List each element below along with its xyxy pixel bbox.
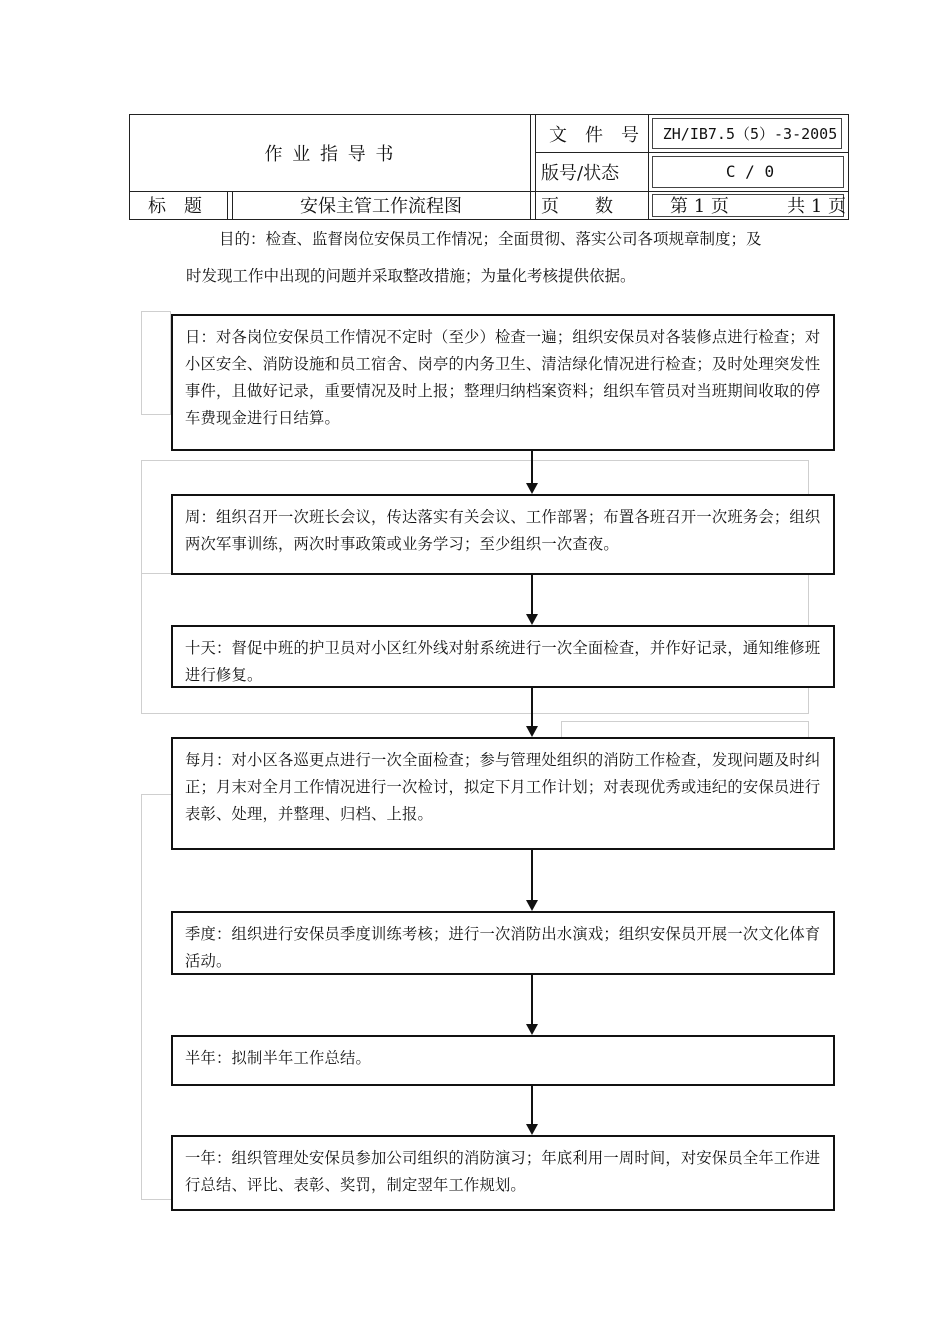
- arrow-down-icon: [526, 688, 538, 737]
- flow-step-quarterly-text: 季度：组织进行安保员季度训练考核；进行一次消防出水演戏；组织安保员开展一次文化体育活动。: [185, 925, 821, 970]
- purpose-line-2: 时发现工作中出现的问题并采取整改措施；为量化考核提供依据。: [186, 267, 636, 285]
- arrow-down-icon: [526, 451, 538, 494]
- flow-step-weekly: [171, 494, 835, 575]
- flow-step-yearly-text: 一年：组织管理处安保员参加公司组织的消防演习；年底利用一周时间，对安保员全年工作进行总结、评比、表彰、奖罚，制定翌年工作规划。: [185, 1149, 821, 1194]
- flow-step-weekly-text: 周：组织召开一次班长会议，传达落实有关会议、工作部署；布置各班召开一次班务会；组织两次军事训练，两次时事政策或业务学习；至少组织一次查夜。: [185, 508, 821, 553]
- document-title: 作 业 指 导 书: [264, 144, 396, 165]
- header-table: [129, 114, 849, 220]
- version-value: C / 0: [725, 162, 775, 181]
- page-total: 共 1 页: [787, 196, 846, 217]
- pages-label: 页 数: [541, 196, 613, 217]
- flow-step-yearly: [171, 1135, 835, 1211]
- faint-line: [141, 573, 171, 574]
- flow-step-daily: [171, 314, 835, 451]
- subject-label: 标 题: [148, 196, 202, 217]
- flow-step-half-year: [171, 1035, 835, 1086]
- file-no-label: 文 件 号: [549, 124, 639, 146]
- flow-step-monthly-text: 每月：对小区各巡更点进行一次全面检查；参与管理处组织的消防工作检查，发现问题及时纠正；月末对全月工作情况进行一次检讨，拟定下月工作计划；对表现优秀或违纪的安保员进行表彰、处理，并整理、归档、上报。: [185, 751, 821, 823]
- faint-line-left: [141, 794, 142, 1200]
- header-col-divider: [530, 115, 531, 219]
- arrow-down-icon: [526, 850, 538, 911]
- file-no-value: ZH/IB7.5（5）-3-2005: [662, 125, 838, 143]
- header-col-divider-2: [535, 115, 536, 219]
- version-label: 版号/状态: [541, 162, 620, 184]
- flow-step-daily-text: 日：对各岗位安保员工作情况不定时（至少）检查一遍；组织安保员对各装修点进行检查；对小区安全、消防设施和员工宿舍、岗亭的内务卫生、清洁绿化情况进行检查；及时处理突发性事件，且做好记录，重要情况及时上报；整理归纳档案资料；组织车管员对当班期间收取的停车费现金进行日结算。: [185, 328, 821, 427]
- arrow-down-icon: [526, 575, 538, 625]
- header-col-divider-3: [648, 115, 649, 219]
- flow-step-ten-days: [171, 625, 835, 688]
- faint-frame-1: [141, 311, 171, 415]
- flow-step-half-year-text: 半年：拟制半年工作总结。: [185, 1049, 371, 1067]
- faint-line-2: [141, 794, 171, 795]
- subject-value: 安保主管工作流程图: [300, 196, 462, 217]
- arrow-down-icon: [526, 1086, 538, 1135]
- flow-step-ten-days-text: 十天：督促中班的护卫员对小区红外线对射系统进行一次全面检查，并作好记录，通知维修班进行修复。: [185, 639, 821, 684]
- arrow-down-icon: [526, 975, 538, 1035]
- flow-step-quarterly: [171, 911, 835, 975]
- purpose-line-1: 目的：检查、监督岗位安保员工作情况；全面贯彻、落实公司各项规章制度；及: [219, 230, 762, 248]
- page-current: 第 1 页: [670, 196, 729, 217]
- faint-line-3: [141, 1199, 171, 1200]
- flow-step-monthly: [171, 737, 835, 850]
